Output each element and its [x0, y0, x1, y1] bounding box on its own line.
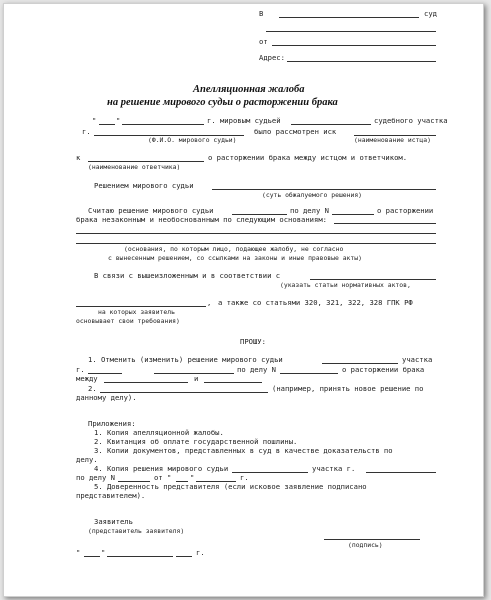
- grounds-text-2: брака незаконным и необоснованным по следующим основаниям:: [76, 215, 327, 224]
- from-line: [272, 45, 436, 46]
- law-separator: ,: [207, 298, 212, 307]
- attachment-item: делу.: [76, 455, 98, 464]
- hint-plaintiff: (наименование истца): [354, 136, 431, 144]
- from-prefix: от: [259, 37, 268, 46]
- request-judge-line: [322, 363, 398, 364]
- hint-law-articles: (указать статьи нормативных актов,: [280, 281, 411, 289]
- defendant-line: [88, 161, 204, 162]
- request-p1: 1. Отменить (изменить) решение мирового судьи: [88, 355, 283, 364]
- request-and: и: [194, 374, 199, 383]
- date-quote-close: ": [101, 548, 106, 557]
- signature-label: (подпись): [348, 541, 383, 549]
- hint-law-requirements: основывает свои требования): [76, 317, 180, 325]
- intro-court-area: судебного участка: [374, 116, 448, 125]
- attachments-heading: Приложения:: [88, 419, 136, 428]
- signature-representative: (представитель заявителя): [88, 527, 185, 535]
- to-court-prefix: В: [259, 9, 264, 18]
- intro-divorce-text: о расторжении брака между истцом и ответчиком.: [208, 153, 408, 162]
- intro-city: г.: [82, 127, 91, 136]
- request-area-text: участка: [402, 355, 433, 364]
- grounds-text-a: Считаю решение мирового судьи: [88, 206, 214, 215]
- attachment-item: 1. Копия апелляционной жалобы.: [94, 428, 224, 437]
- law-text: В связи с вышеизложенным и в соответствии с: [94, 271, 281, 280]
- signature-line: [324, 539, 420, 540]
- intro-quote-close: ": [116, 116, 121, 125]
- intro-to: к: [76, 153, 81, 162]
- grounds-line-2: [76, 233, 436, 234]
- request-party-line-2: [204, 382, 262, 383]
- judge-name-line: [291, 124, 371, 125]
- grounds-divorce-text: о расторжении: [377, 206, 434, 215]
- hint-judge-fio: (Ф.И.О. мирового судьи): [148, 136, 237, 144]
- hint-defendant: (наименование ответчика): [88, 163, 181, 171]
- signature-applicant: Заявитель: [94, 517, 133, 526]
- date-suffix: г.: [196, 548, 205, 557]
- date-year-line: [176, 556, 192, 557]
- grounds-case-text: по делу N: [290, 206, 329, 215]
- attachment-item: 2. Квитанция об оплате государственной пошлины.: [94, 437, 298, 446]
- hint-law-applicant: на которых заявитель: [98, 308, 175, 316]
- decision-line: [212, 189, 436, 190]
- hint-grounds-1: (основания, по которым лицо, подающее жалобу, не согласно: [124, 245, 344, 253]
- request-p2-num: 2.: [88, 384, 97, 393]
- attachment-item: г.: [240, 473, 249, 482]
- hint-grounds-2: с вынесенным решением, со ссылками на законы и иные правовые акты): [108, 254, 362, 262]
- address-label: Адрес:: [259, 53, 285, 62]
- request-case-line: [280, 373, 338, 374]
- law-line-2: [76, 306, 206, 307]
- document-subtitle: на решение мирового судьи о расторжении брака: [107, 97, 338, 108]
- attachment-item: 4. Копия решения мирового судьи: [94, 464, 229, 473]
- law-gpk-text: а также со статьями 320, 321, 322, 328 ГПК РФ: [218, 298, 413, 307]
- request-party-line-1: [104, 382, 188, 383]
- attachment-item: по делу N: [76, 473, 115, 482]
- intro-quote-open: ": [92, 116, 97, 125]
- document-title: Апелляционная жалоба: [193, 84, 305, 95]
- attachment-item: от ": [154, 473, 172, 482]
- date-day-line: [84, 556, 100, 557]
- grounds-line-3: [76, 243, 436, 244]
- court-suffix: суд: [424, 9, 437, 18]
- intro-case-text: было рассмотрен иск: [254, 127, 337, 136]
- request-case-text: по делу N: [237, 365, 276, 374]
- month-year-line: [122, 124, 204, 125]
- request-heading: ПРОШУ:: [240, 337, 266, 346]
- attachment-item: ": [190, 473, 195, 482]
- request-p2-text: (например, принять новое решение по: [272, 384, 424, 393]
- date-month-line: [107, 556, 173, 557]
- law-articles-line: [310, 279, 436, 280]
- address-line: [287, 61, 436, 62]
- grounds-case-number-line: [332, 214, 374, 215]
- attachment-item: 5. Доверенность представителя (если исковое заявление подписано: [94, 482, 367, 491]
- intro-judge-text: г. мировым судьей: [207, 116, 281, 125]
- grounds-line-1: [334, 223, 436, 224]
- attachment-item: 3. Копии документов, представленных в суд в качестве доказательств по: [94, 446, 393, 455]
- attachment-item: участка г.: [312, 464, 356, 473]
- court-line-2: [266, 31, 436, 32]
- court-name-line: [279, 17, 419, 18]
- request-divorce-text: о расторжении брака: [342, 365, 425, 374]
- document-page: [3, 3, 484, 597]
- request-between: между: [76, 374, 98, 383]
- request-city: г.: [76, 365, 85, 374]
- day-line: [99, 124, 115, 125]
- hint-decision: (суть обжалуемого решения): [262, 191, 363, 199]
- request-p2-tail: данному делу).: [76, 393, 137, 402]
- attachment-city-line: [366, 472, 436, 473]
- date-quote-open: ": [76, 548, 81, 557]
- attachment-item: представителем).: [76, 491, 146, 500]
- decision-text: Решением мирового судьи: [94, 181, 194, 190]
